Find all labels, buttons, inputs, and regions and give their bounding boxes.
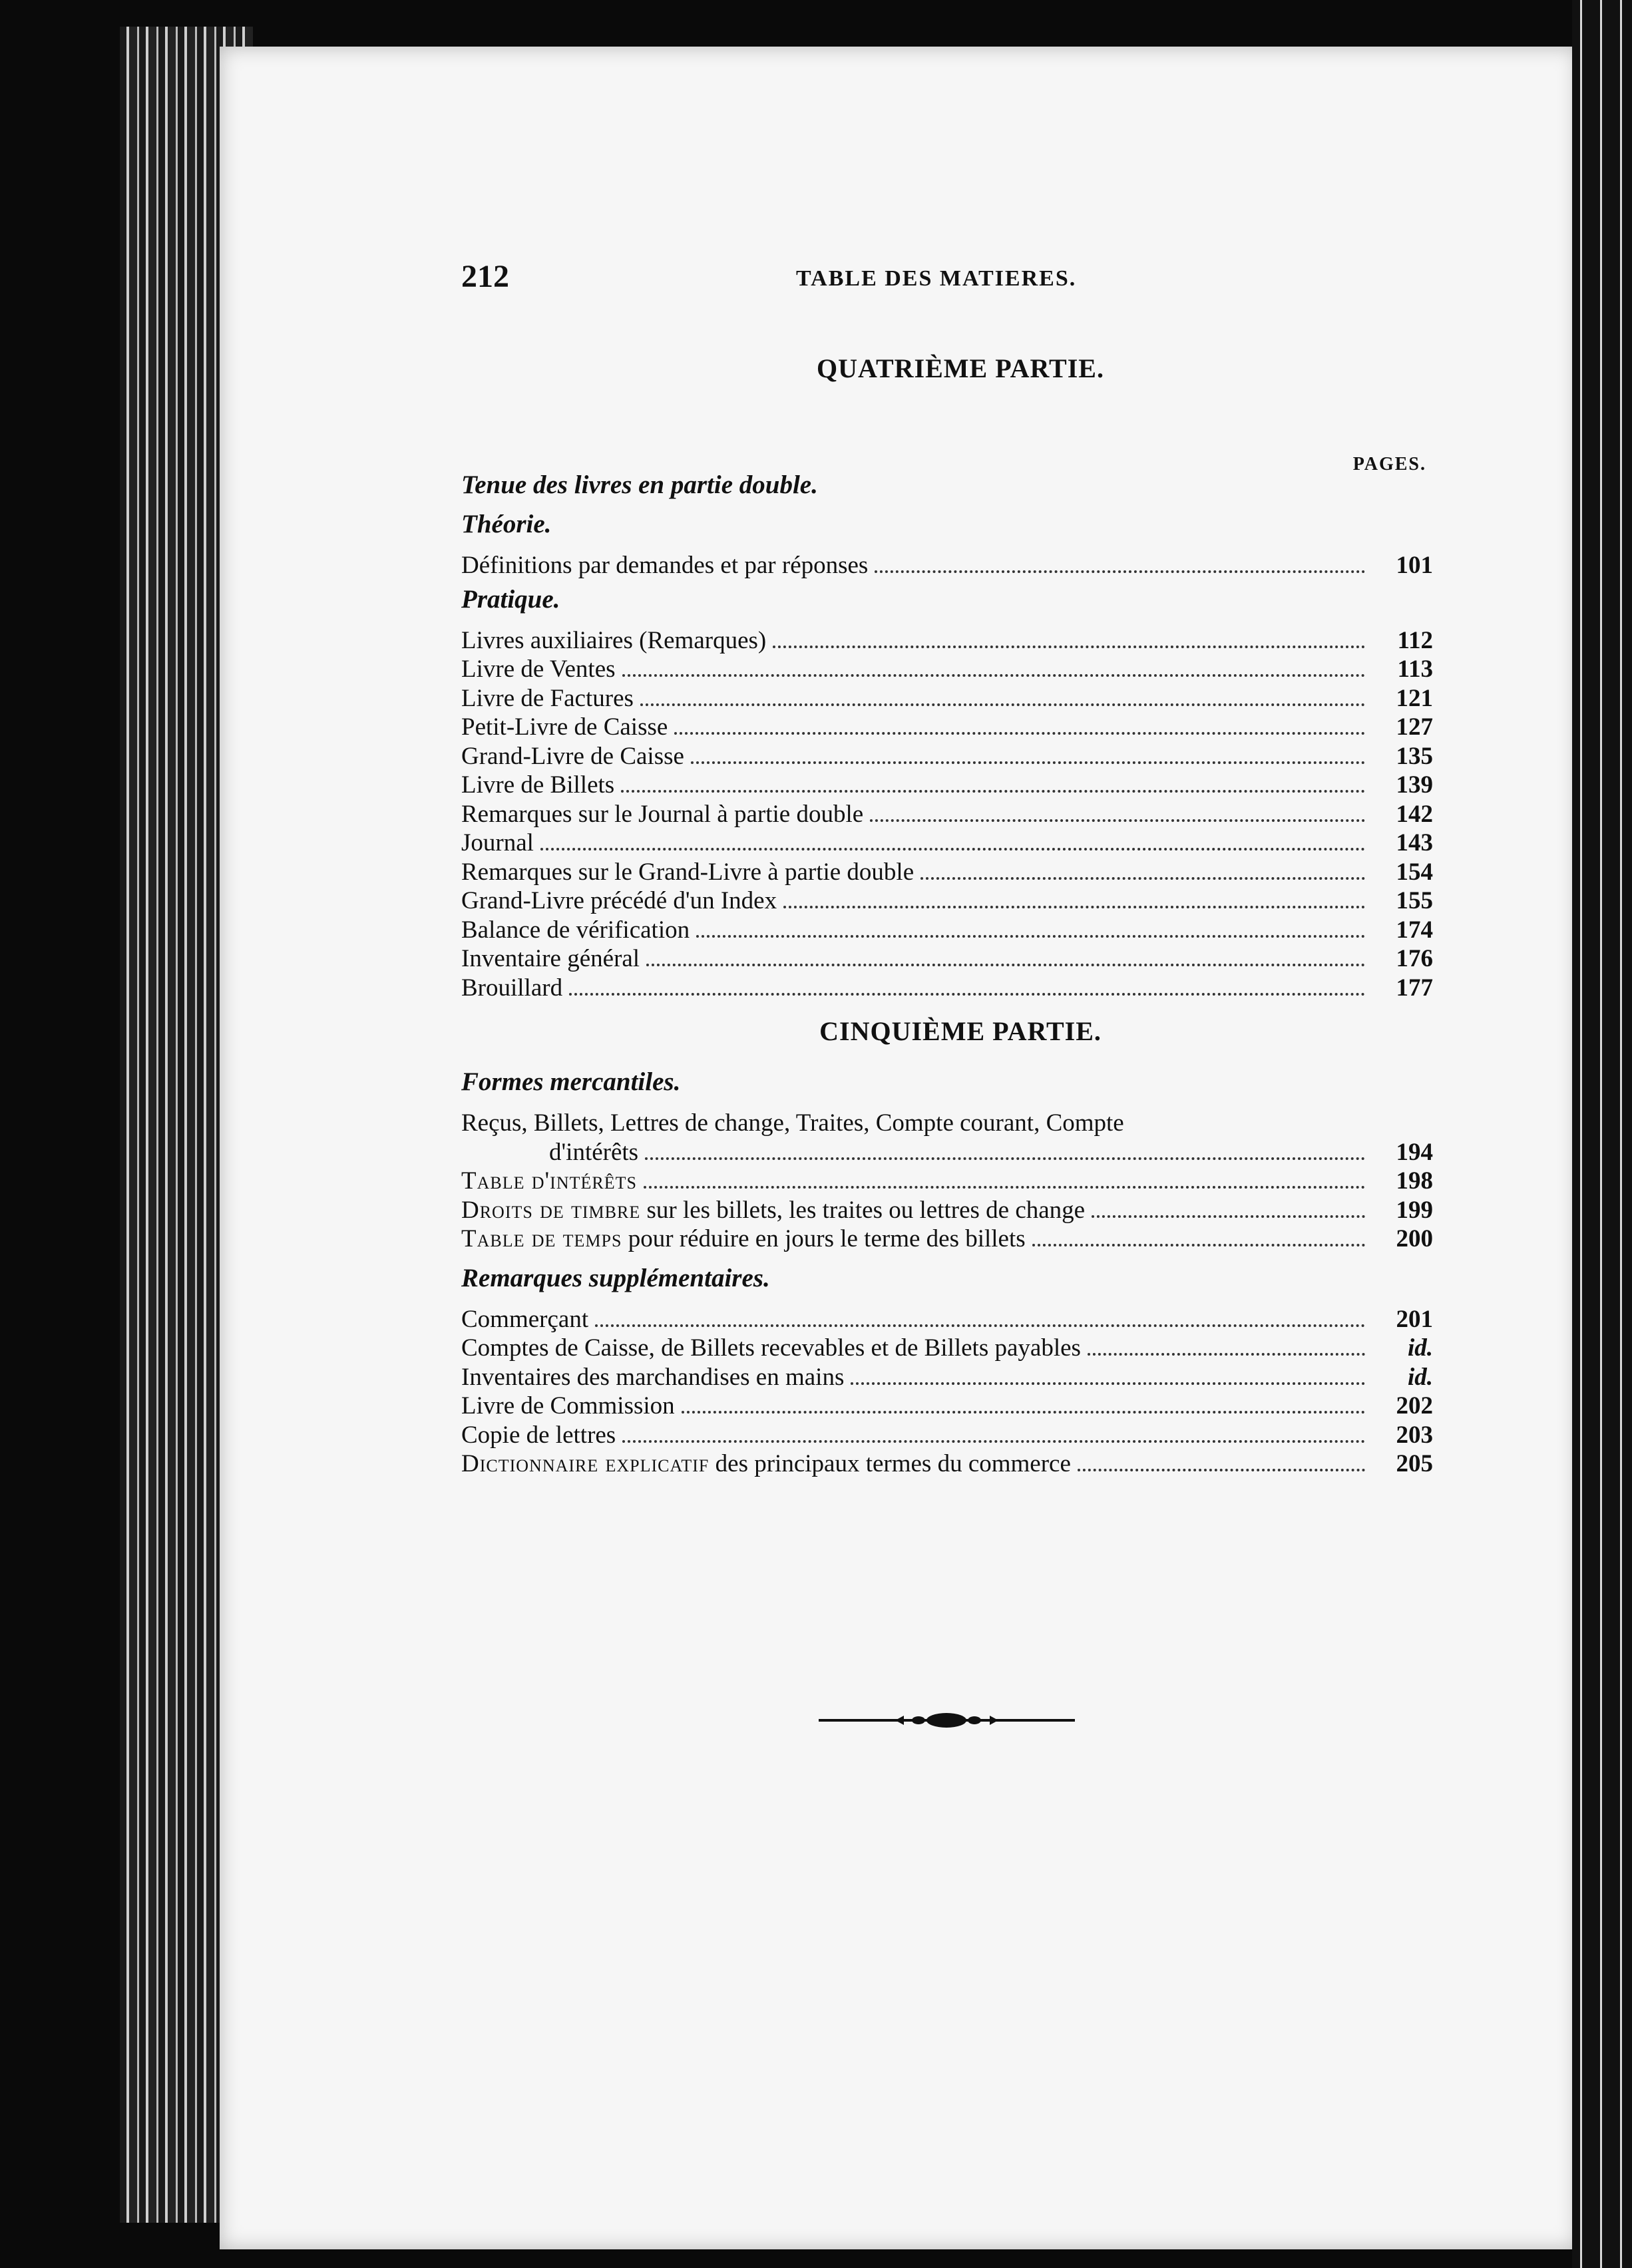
toc-entry-text (461, 974, 562, 1003)
toc-entry-page: 203 (1396, 1421, 1433, 1449)
section-heading-pratique: Pratique. (461, 584, 560, 614)
toc-entry-text (461, 1225, 1026, 1254)
toc-entry-page: 176 (1396, 945, 1433, 972)
dot-leader (875, 570, 1365, 573)
toc-entry-page: 201 (1396, 1305, 1433, 1333)
dot-leader (645, 1157, 1365, 1160)
dot-leader (870, 819, 1365, 822)
toc-entry-page: 112 (1397, 626, 1433, 654)
entry-label: Livre de Billets (461, 771, 615, 799)
toc-entry-text (461, 800, 863, 829)
entry-label: Définitions par demandes et par réponses (461, 552, 869, 579)
toc-entry (461, 1421, 1433, 1450)
theorie-entries (461, 551, 1433, 580)
toc-entry-text (461, 1196, 1085, 1225)
toc-entry (461, 1138, 1433, 1167)
toc-entry-page: 142 (1396, 800, 1433, 828)
toc-entry (461, 1196, 1433, 1225)
toc-entry (461, 944, 1433, 974)
toc-entry-text (461, 551, 868, 580)
entry-label: des principaux termes du commerce (709, 1450, 1071, 1477)
toc-entry-page: 174 (1396, 916, 1433, 944)
dot-leader (644, 1186, 1365, 1189)
toc-entry (461, 974, 1433, 1003)
dot-leader (682, 1411, 1365, 1414)
dot-leader (696, 935, 1365, 938)
section-heading-tenue: Tenue des livres en partie double. (461, 471, 818, 499)
toc-entry-text (461, 655, 616, 684)
toc-entry-page: 143 (1396, 829, 1433, 856)
entry-label: Remarques sur le Journal à partie double (461, 800, 864, 828)
part-title-quatrieme: QUATRIÈME PARTIE. (817, 353, 1104, 383)
pratique-entries (461, 626, 1433, 1003)
dot-leader (595, 1324, 1365, 1327)
toc-entry-page: 177 (1396, 974, 1433, 1002)
dot-leader (1078, 1469, 1365, 1471)
entry-label: Copie de lettres (461, 1421, 616, 1449)
toc-entry-page: 155 (1396, 887, 1433, 914)
toc-entry (461, 1392, 1433, 1421)
toc-entry-page: id. (1407, 1363, 1433, 1391)
toc-entry (461, 1334, 1433, 1363)
toc-entry-text (461, 1167, 637, 1196)
toc-entry-text (461, 1334, 1081, 1363)
toc-entry (461, 655, 1433, 684)
toc-entry-page: 194 (1396, 1138, 1433, 1166)
toc-entry-page: id. (1407, 1334, 1433, 1362)
toc-entry-page: 139 (1396, 771, 1433, 799)
running-title: TABLE DES MATIERES. (796, 266, 1077, 291)
entry-label: pour réduire en jours le terme des billets (622, 1225, 1026, 1252)
dot-leader (569, 993, 1365, 996)
dot-leader (622, 674, 1365, 677)
toc-entry-text (461, 684, 634, 713)
entry-label: Comptes de Caisse, de Billets recevables et de Billets payables (461, 1334, 1081, 1362)
dot-leader (1032, 1244, 1365, 1246)
toc-entry-text (461, 1305, 588, 1334)
section-heading-theorie: Théorie. (461, 510, 552, 538)
entry-label: Petit-Livre de Caisse (461, 713, 668, 741)
dot-leader (646, 964, 1365, 966)
toc-entry-text (461, 1449, 1071, 1479)
small-caps-term: Table d'intérêts (461, 1167, 637, 1195)
table-of-contents (461, 353, 1433, 1479)
toc-entry (461, 551, 1433, 580)
dot-leader (622, 1440, 1365, 1443)
toc-entry-page: 200 (1396, 1225, 1433, 1252)
section-heading-remarques: Remarques supplémentaires. (461, 1263, 770, 1292)
toc-entry (461, 1167, 1433, 1196)
scan-right-edge (1572, 0, 1632, 2268)
toc-entry (461, 1363, 1433, 1392)
toc-entry (461, 1305, 1433, 1334)
toc-entry-line: Reçus, Billets, Lettres de change, Traites, Compte courant, Compte (461, 1109, 1124, 1137)
entry-label: Inventaire général (461, 945, 640, 972)
entry-label: Commerçant (461, 1305, 589, 1333)
toc-entry-text (461, 829, 534, 858)
dot-leader (1092, 1215, 1365, 1218)
entry-label: Grand-Livre précédé d'un Index (461, 887, 777, 914)
small-caps-term: Table de temps (461, 1225, 622, 1252)
entry-label: Inventaires des marchandises en mains (461, 1363, 845, 1391)
dot-leader (674, 732, 1365, 735)
toc-entry-text (461, 1392, 675, 1421)
dot-leader (640, 703, 1365, 706)
entry-label: Livre de Commission (461, 1392, 675, 1419)
toc-entry (461, 916, 1433, 945)
page-number: 212 (461, 259, 509, 294)
toc-entry (461, 742, 1433, 771)
dot-leader (1088, 1353, 1365, 1356)
toc-entry-page: 101 (1396, 552, 1433, 579)
small-caps-term: Droits de timbre (461, 1196, 641, 1224)
toc-entry (461, 829, 1433, 858)
running-head (461, 258, 1109, 298)
toc-entry-page: 135 (1396, 742, 1433, 770)
toc-entry-page: 205 (1396, 1450, 1433, 1477)
toc-entry-page: 199 (1396, 1196, 1433, 1224)
formes-entries (461, 1109, 1433, 1254)
toc-entry-text (461, 858, 914, 887)
toc-entry-page: 121 (1396, 684, 1433, 712)
toc-entry (461, 886, 1433, 916)
toc-entry-page: 154 (1396, 858, 1433, 886)
small-caps-term: Dictionnaire explicatif (461, 1450, 710, 1477)
toc-entry-page: 127 (1396, 713, 1433, 741)
toc-entry-text (461, 1421, 616, 1450)
dot-leader (540, 848, 1365, 850)
toc-entry-page: 202 (1396, 1392, 1433, 1419)
entry-label: Grand-Livre de Caisse (461, 742, 684, 770)
toc-entry-text: d'intérêts (549, 1138, 639, 1166)
entry-label: Livre de Factures (461, 684, 634, 712)
toc-entry-text (461, 944, 640, 974)
dot-leader (691, 761, 1365, 764)
toc-entry (461, 684, 1433, 713)
remarques-entries (461, 1305, 1433, 1479)
toc-entry-text (461, 1363, 844, 1392)
toc-entry-page: 198 (1396, 1167, 1433, 1195)
toc-entry-text (461, 713, 668, 742)
dot-leader (773, 646, 1365, 648)
entry-label: Livre de Ventes (461, 656, 616, 683)
entry-label: Livres auxiliaires (Remarques) (461, 626, 767, 654)
toc-entry (461, 1225, 1433, 1254)
toc-entry (461, 858, 1433, 887)
entry-label: Remarques sur le Grand-Livre à partie double (461, 858, 915, 886)
dot-leader (621, 790, 1365, 793)
toc-entry (461, 771, 1433, 800)
toc-entry-text (461, 886, 777, 916)
toc-entry-page: 113 (1397, 656, 1433, 683)
entry-label: Balance de vérification (461, 916, 690, 944)
entry-label: sur les billets, les traites ou lettres de change (640, 1196, 1086, 1224)
pages-column-label: PAGES. (1352, 454, 1426, 474)
section-heading-formes: Formes mercantiles. (461, 1067, 681, 1096)
toc-entry (461, 800, 1433, 829)
toc-entry (461, 626, 1433, 656)
toc-entry-text (461, 771, 614, 800)
toc-entry-text (461, 626, 766, 656)
part-title-cinquieme: CINQUIÈME PARTIE. (819, 1016, 1102, 1046)
toc-entry-text (461, 916, 690, 945)
dot-leader (851, 1382, 1365, 1385)
dot-leader (783, 906, 1365, 908)
toc-entry-text (461, 742, 684, 771)
toc-entry (461, 1449, 1433, 1479)
entry-label: Brouillard (461, 974, 563, 1002)
entry-label: Journal (461, 829, 534, 856)
toc-entry (461, 713, 1433, 742)
dot-leader (920, 877, 1365, 880)
decorative-rule-ornament (819, 1707, 1075, 1734)
